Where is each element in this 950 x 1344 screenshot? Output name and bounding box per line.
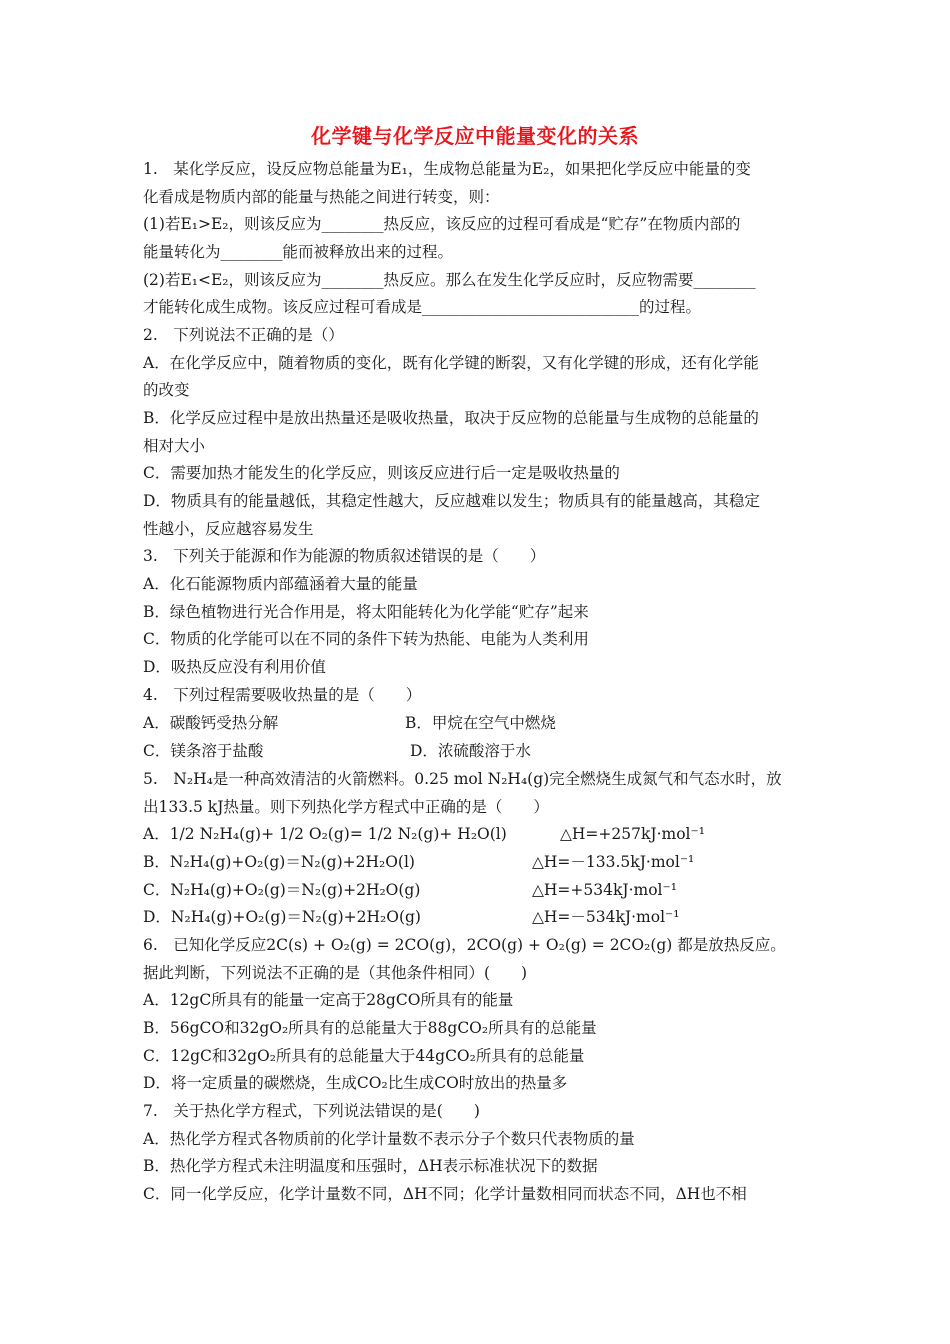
text-line: 化看成是物质内部的能量与热能之间进行转变，则： — [143, 188, 500, 206]
text-line: D．吸热反应没有利用价值 — [143, 658, 326, 676]
enthalpy-d: △H=－534kJ·mol⁻¹ — [532, 908, 680, 926]
enthalpy-c: △H=+534kJ·mol⁻¹ — [532, 881, 677, 899]
text-line: D．物质具有的能量越低，其稳定性越大，反应越难以发生；物质具有的能量越高，其稳定 — [143, 492, 760, 510]
text-line: C．同一化学反应，化学计量数不同，ΔH不同；化学计量数相同而状态不同，ΔH也不相 — [143, 1185, 747, 1203]
option-c: C．镁条溶于盐酸 — [143, 742, 264, 760]
enthalpy-a: △H=+257kJ·mol⁻¹ — [560, 825, 705, 843]
text-line: A．12gC所具有的能量一定高于28gCO所具有的能量 — [143, 991, 514, 1009]
equation-a: A．1/2 N₂H₄(g)+ 1/2 O₂(g)= 1/2 N₂(g)+ H₂O(l) — [143, 825, 507, 843]
text-line: A．化石能源物质内部蕴涵着大量的能量 — [143, 575, 418, 593]
text-line: B．绿色植物进行光合作用是，将太阳能转化为化学能“贮存”起来 — [143, 603, 589, 621]
question-7: 7. 关于热化学方程式，下列说法错误的是( ) — [143, 1102, 480, 1120]
question-2: 2. 下列说法不正确的是（） — [143, 326, 344, 344]
text-line: 性越小，反应越容易发生 — [143, 520, 314, 538]
enthalpy-b: △H=－133.5kJ·mol⁻¹ — [532, 853, 695, 871]
text-line: (2)若E₁<E₂，则该反应为________热反应。那么在发生化学反应时，反应物需要________ — [143, 271, 756, 289]
text-line: 相对大小 — [143, 437, 206, 455]
text-line: 的改变 — [143, 381, 190, 399]
text-line: 1. 某化学反应，设反应物总能量为E₁，生成物总能量为E₂，如果把化学反应中能量的变 — [143, 160, 751, 178]
text-line: 能量转化为________能而被释放出来的过程。 — [143, 243, 454, 261]
text-line: 才能转化成生成物。该反应过程可看成是____________________________的过程。 — [143, 298, 702, 316]
option-a: A．碳酸钙受热分解 — [143, 714, 279, 732]
text-line: 据此判断，下列说法不正确的是（其他条件相同）( ) — [143, 964, 528, 982]
equation-c: C．N₂H₄(g)+O₂(g)＝N₂(g)+2H₂O(g) — [143, 881, 421, 899]
question-6: 6. 已知化学反应2C(s) + O₂(g) = 2CO(g)，2CO(g) + O₂(g) = 2CO₂(g) 都是放热反应。 — [143, 936, 786, 954]
question-5: 5. N₂H₄是一种高效清洁的火箭燃料。0.25 mol N₂H₄(g)完全燃烧生成氮气和气态水时，放 — [143, 770, 782, 788]
text-line: C．12gC和32gO₂所具有的总能量大于44gCO₂所具有的总能量 — [143, 1047, 585, 1065]
question-4: 4. 下列过程需要吸收热量的是（ ） — [143, 686, 422, 704]
equation-b: B．N₂H₄(g)+O₂(g)＝N₂(g)+2H₂O(l) — [143, 853, 415, 871]
text-line: (1)若E₁>E₂，则该反应为________热反应，该反应的过程可看成是“贮存”在物质内部的 — [143, 215, 741, 233]
text-line: 出133.5 kJ热量。则下列热化学方程式中正确的是（ ） — [143, 798, 549, 816]
text-line: D．将一定质量的碳燃烧，生成CO₂比生成CO时放出的热量多 — [143, 1074, 568, 1092]
text-line: B．热化学方程式未注明温度和压强时，ΔH表示标准状况下的数据 — [143, 1157, 598, 1175]
option-d: D．浓硫酸溶于水 — [410, 742, 531, 760]
text-line: C．物质的化学能可以在不同的条件下转为热能、电能为人类利用 — [143, 630, 589, 648]
text-line: A．热化学方程式各物质前的化学计量数不表示分子个数只代表物质的量 — [143, 1130, 635, 1148]
option-b: B．甲烷在空气中燃烧 — [405, 714, 556, 732]
question-3: 3. 下列关于能源和作为能源的物质叙述错误的是（ ） — [143, 547, 546, 565]
text-line: B．化学反应过程中是放出热量还是吸收热量，取决于反应物的总能量与生成物的总能量的 — [143, 409, 759, 427]
text-line: B．56gCO和32gO₂所具有的总能量大于88gCO₂所具有的总能量 — [143, 1019, 597, 1037]
text-line: C．需要加热才能发生的化学反应，则该反应进行后一定是吸收热量的 — [143, 464, 620, 482]
page-title: 化学键与化学反应中能量变化的关系 — [311, 124, 639, 148]
equation-d: D．N₂H₄(g)+O₂(g)＝N₂(g)+2H₂O(g) — [143, 908, 421, 926]
text-line: A．在化学反应中，随着物质的变化，既有化学键的断裂，又有化学键的形成，还有化学能 — [143, 354, 759, 372]
